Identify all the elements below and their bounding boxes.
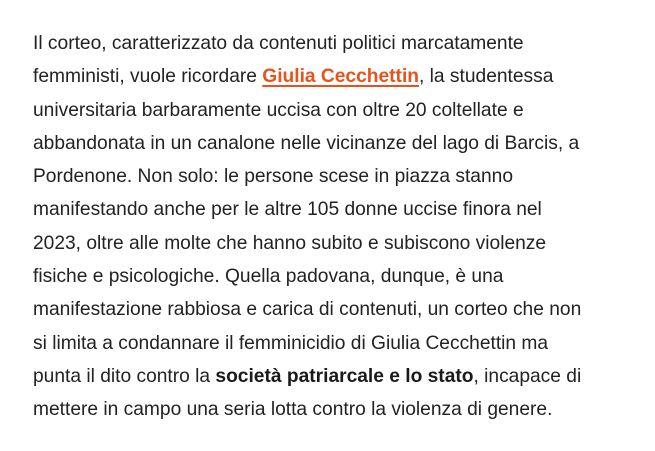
text-line: manifestazione rabbiosa e carica di contenuti, un corteo che non	[33, 299, 582, 321]
text-line: fisiche e psicologiche. Quella padovana, dunque, è una	[33, 266, 504, 288]
text-segment: punta il dito contro la	[33, 365, 216, 387]
text-line: si limita a condannare il femminicidio di Giulia Cecchettin ma	[33, 332, 549, 354]
text-segment: , incapace di	[473, 365, 582, 387]
text-line	[33, 360, 633, 393]
bold-phrase: società patriarcale e lo stato	[215, 365, 474, 387]
text-line: mettere in campo una seria lotta contro la violenza di genere.	[33, 399, 553, 421]
text-segment: , la studentessa	[419, 66, 554, 88]
text-segment: femministi, vuole ricordare	[33, 66, 263, 88]
text-line	[33, 60, 633, 93]
article-body	[33, 27, 633, 427]
text-line: universitaria barbaramente uccisa con oltre 20 coltellate e	[33, 99, 524, 121]
text-line: abbandonata in un canalone nelle vicinanze del lago di Barcis, a	[33, 132, 580, 154]
text-line: manifestando anche per le altre 105 donne uccise finora nel	[33, 199, 542, 221]
text-line: 2023, oltre alle molte che hanno subito e subiscono violenze	[33, 232, 547, 254]
text-line: Il corteo, caratterizzato da contenuti politici marcatamente	[33, 33, 524, 54]
article-paragraph	[33, 27, 633, 427]
giulia-cecchettin-link[interactable]: Giulia Cecchettin	[262, 66, 419, 88]
text-line: Pordenone. Non solo: le persone scese in piazza stanno	[33, 166, 513, 188]
